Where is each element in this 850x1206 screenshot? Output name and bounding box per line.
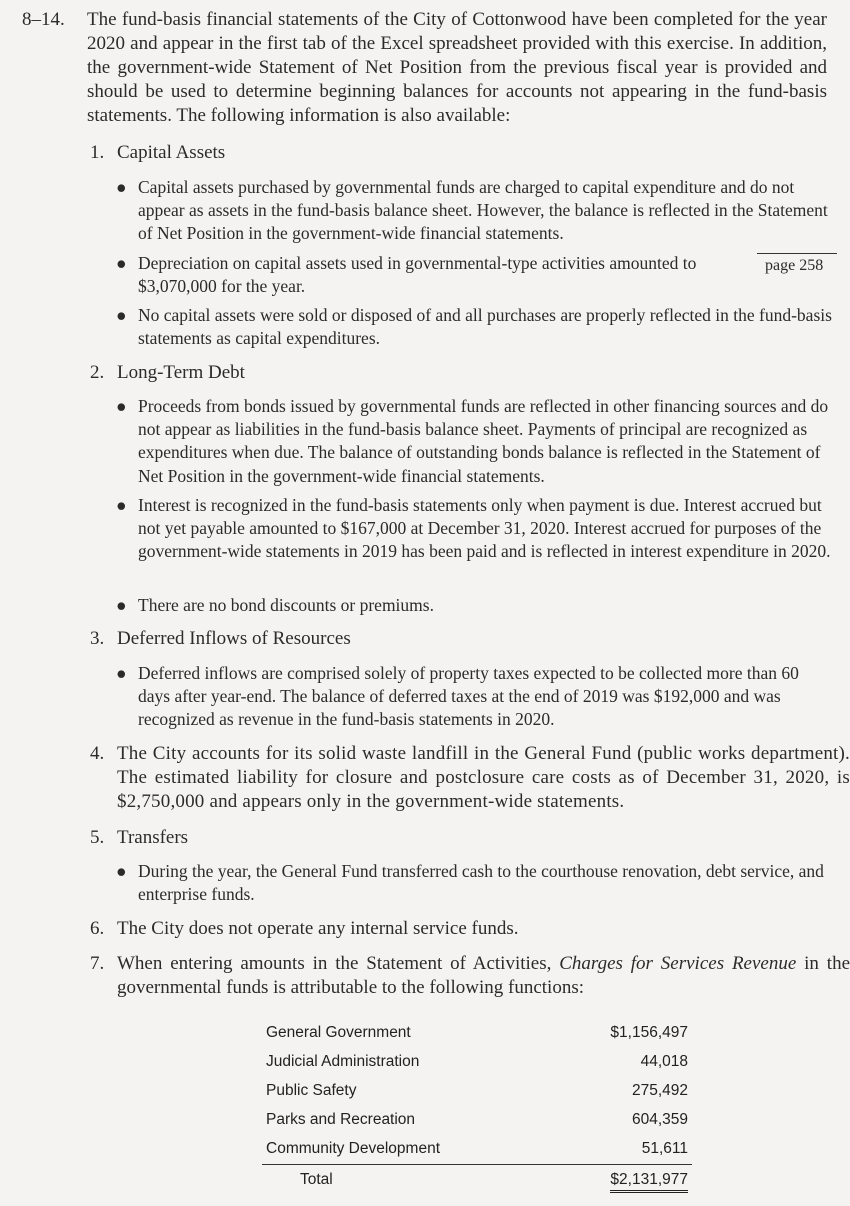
bullet-long-term-debt-2 xyxy=(116,494,836,564)
item-internal-service xyxy=(90,917,519,941)
function-amount: 44,018 xyxy=(640,1053,688,1070)
table-row xyxy=(262,1076,692,1105)
item-title: Capital Assets xyxy=(117,142,226,163)
function-label: Community Development xyxy=(266,1140,441,1157)
item-title: Transfers xyxy=(117,827,189,848)
bullet-text: Proceeds from bonds issued by governmental funds are reflected in other financing sources and do not appear as liabilities in the fund-basis balance sheet. Payments of principal are recognized as expenditures when due. The balance of outstanding bonds balance is reflected in the Statement of Net Position in the government-wide financial statements. xyxy=(138,396,829,486)
problem-intro: The fund-basis financial statements of the City of Cottonwood have been completed for the year 2020 and appear in the first tab of the Excel spreadsheet provided with this exercise. In addition, the government-wide Statement of Net Position from the previous fiscal year is provided and should be used to determine beginning balances for accounts not appearing in the fund-basis statements. The following information is also available: xyxy=(87,9,827,126)
bullet-long-term-debt-3 xyxy=(116,594,836,617)
item-text xyxy=(117,952,850,1000)
function-amount: 51,611 xyxy=(641,1140,688,1157)
function-amount: 275,492 xyxy=(631,1082,688,1099)
function-amount: $1,156,497 xyxy=(610,1024,688,1041)
bullet-text: Interest is recognized in the fund-basis statements only when payment is due. Interest accrued but not yet payable amounted to $167,000 at December 31, 2020. Interest accrued for purposes of the government-wide statements in 2019 has been paid and is reflected in interest expenditure in 2020. xyxy=(138,495,831,562)
item-number: 6. xyxy=(90,918,105,939)
item-title: Deferred Inflows of Resources xyxy=(117,628,351,649)
item-title: Long-Term Debt xyxy=(117,362,245,383)
item-landfill xyxy=(90,742,850,814)
item-deferred-inflows xyxy=(90,627,351,651)
bullet-dot-icon: ● xyxy=(116,305,127,325)
page-marker: page 258 xyxy=(757,253,837,275)
bullet-text: Deferred inflows are comprised solely of property taxes expected to be collected more than 60 days after year-end. The balance of deferred taxes at the end of 2019 was $192,000 and was recognized as revenue in the fund-basis statements in 2020. xyxy=(138,663,799,730)
table-row xyxy=(262,1047,692,1076)
item-number: 5. xyxy=(90,827,105,848)
bullet-transfers-1 xyxy=(116,860,834,906)
bullet-text: Depreciation on capital assets used in governmental-type activities amounted to $3,070,000 for the year. xyxy=(138,253,697,297)
function-label: General Government xyxy=(266,1024,411,1041)
table-row xyxy=(262,1105,692,1134)
item-number: 1. xyxy=(90,142,105,163)
item-number: 7. xyxy=(90,953,105,974)
bullet-text: During the year, the General Fund transferred cash to the courthouse renovation, debt service, and enterprise funds. xyxy=(138,861,824,905)
item-number: 2. xyxy=(90,362,105,383)
function-amount: 604,359 xyxy=(631,1111,688,1128)
bullet-long-term-debt-1 xyxy=(116,395,836,488)
bullet-dot-icon: ● xyxy=(116,595,127,615)
table-row xyxy=(262,1134,692,1163)
charges-for-services-table xyxy=(262,1018,692,1195)
item-text-italic: Charges for Services Revenue xyxy=(559,953,797,974)
bullet-dot-icon: ● xyxy=(116,396,127,416)
bullet-dot-icon: ● xyxy=(116,663,127,683)
item-capital-assets xyxy=(90,141,225,165)
table-total-row xyxy=(262,1165,692,1195)
item-charges-for-services xyxy=(90,952,850,1000)
total-label: Total xyxy=(300,1171,333,1188)
bullet-dot-icon: ● xyxy=(116,177,127,197)
problem-number: 8–14. xyxy=(22,9,65,30)
item-number: 4. xyxy=(90,743,105,764)
item-text: The City does not operate any internal service funds. xyxy=(117,918,519,939)
bullet-dot-icon: ● xyxy=(116,253,127,273)
function-label: Parks and Recreation xyxy=(266,1111,416,1128)
item-text: The City accounts for its solid waste landfill in the General Fund (public works department). The estimated liability for closure and postclosure care costs as of December 31, 2020, is $2,750,000 and appears only in the government-wide statements. xyxy=(117,743,850,812)
function-label: Public Safety xyxy=(266,1082,357,1099)
table-row xyxy=(262,1018,692,1047)
bullet-text: Capital assets purchased by governmental funds are charged to capital expenditure and do not appear as assets in the fund-basis balance sheet. However, the balance is reflected in the Statement of Net Position in the government-wide financial statements. xyxy=(138,177,828,244)
item-long-term-debt xyxy=(90,361,245,385)
bullet-deferred-inflows-1 xyxy=(116,662,816,732)
item-number: 3. xyxy=(90,628,105,649)
item-text-part: When entering amounts in the Statement of Activities, xyxy=(117,953,560,974)
bullet-capital-assets-1 xyxy=(116,176,836,246)
item-text-part: in the governmental funds is attributable to the following functions: xyxy=(117,953,850,998)
bullet-dot-icon: ● xyxy=(116,861,127,881)
bullet-text: No capital assets were sold or disposed of and all purchases are properly reflected in the fund-basis statements as capital expenditures. xyxy=(138,305,832,349)
bullet-dot-icon: ● xyxy=(116,495,127,515)
total-amount: $2,131,977 xyxy=(610,1170,688,1193)
bullet-capital-assets-2 xyxy=(116,252,726,298)
bullet-text: There are no bond discounts or premiums. xyxy=(138,595,434,615)
bullet-capital-assets-3 xyxy=(116,304,832,350)
function-label: Judicial Administration xyxy=(266,1053,420,1070)
item-transfers xyxy=(90,826,188,850)
